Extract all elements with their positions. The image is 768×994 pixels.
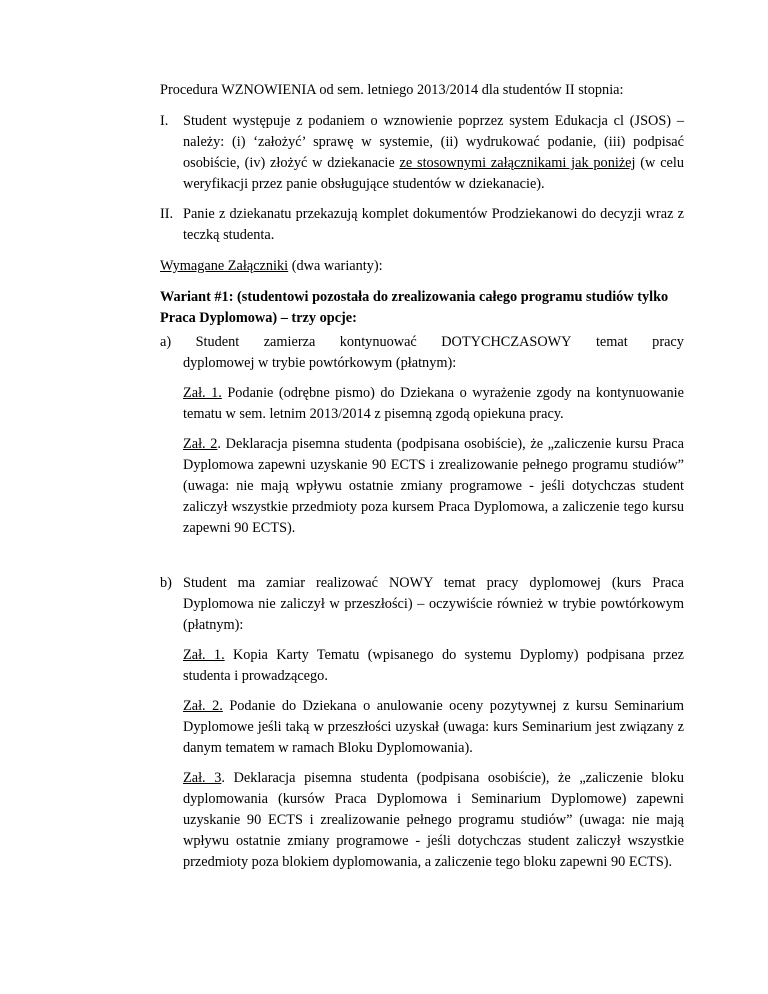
required-attachments-note: (dwa warianty): — [288, 258, 383, 274]
option-a-word: zamierza — [263, 334, 316, 350]
attachment-text: Kopia Karty Tematu (wpisanego do systemu Dyplomy) podpisana przez studenta i prowadzącego. — [183, 647, 684, 684]
option-a — [160, 332, 684, 539]
variant-1-heading: Wariant #1: (studentowi pozostała do zrealizowania całego programu studiów tylko Praca Dyplomowa) – trzy opcje: — [160, 289, 669, 326]
option-b-attachment-2 — [183, 696, 684, 759]
option-a-word: pracy — [652, 334, 684, 350]
option-a-continuation: dyplomowej w trybie powtórkowym (płatnym): — [183, 355, 457, 371]
step-text-part: Student występuje z podaniem o wznowienie poprzez system Edukacja cl (JSOS) – należy: (i) ‘założyć’ sprawę w systemie, (ii) wydrukować podanie, (iii) podpisać osobiście, (iv) złożyć w dziekanacie — [183, 113, 684, 171]
option-a-word: Student — [195, 334, 240, 350]
option-b-attachment-1 — [183, 645, 684, 687]
option-a-attachment-1 — [183, 383, 684, 425]
attachment-label: Zał. 1. — [183, 385, 222, 401]
attachment-label: Zał. 2. — [183, 698, 223, 714]
step-text-part: (w celu weryfikacji przez panie obsługujące studentów w dziekanacie). — [183, 155, 685, 192]
document-page — [160, 80, 684, 873]
attachment-text: Podanie (odrębne pismo) do Dziekana o wyrażenie zgody na kontynuowanie tematu w sem. letnim 2013/2014 z pisemną zgodą opiekuna pracy. — [183, 385, 684, 422]
option-b-text: Student ma zamiar realizować NOWY temat pracy dyplomowej (kurs Praca Dyplomowa nie zaliczył w przeszłości) – oczywiście również w trybie powtórkowym (płatnym): — [183, 575, 684, 633]
option-a-label: a) — [160, 334, 172, 350]
step-text: Panie z dziekanatu przekazują komplet dokumentów Prodziekanowi do decyzji wraz z teczką studenta. — [183, 206, 684, 243]
attachment-text: Podanie do Dziekana o anulowanie oceny pozytywnej z kursu Seminarium Dyplomowe jeśli taką w przeszłości uzyskał (uwaga: kurs Seminarium jest związany z danym tematem w ramach Bloku Dyplomowania). — [183, 698, 684, 756]
document-title: Procedura WZNOWIENIA od sem. letniego 2013/2014 dla studentów II stopnia: — [160, 82, 624, 98]
option-a-word: temat — [595, 334, 628, 350]
attachment-label: Zał. 1. — [183, 647, 225, 663]
attachment-label: Zał. 2 — [183, 436, 218, 452]
option-b — [160, 573, 684, 636]
option-a-word: DOTYCHCZASOWY — [441, 334, 572, 350]
step-text — [183, 113, 684, 192]
attachment-text: . Deklaracja pisemna studenta (podpisana osobiście), że „zaliczenie kursu Praca Dyplomowa zapewni uzyskanie 90 ECTS i zrealizowanie pełnego programu studiów” (uwaga: nie mają wpływu ostatnie zmiany programowe - jeśli dotychczas student zaliczył wszystkie przedmioty poza kursem Praca Dyplomowa, a zaliczenie tego kursu zapewni 90 ECTS). — [183, 436, 684, 536]
option-a-first-line — [160, 332, 684, 353]
step-number: I. — [160, 113, 169, 129]
attachments-underlined: ze stosownymi załącznikami jak poniżej — [399, 155, 636, 171]
attachment-text: . Deklaracja pisemna studenta (podpisana osobiście), że „zaliczenie bloku dyplomowania (kursów Praca Dyplomowa i Seminarium Dyplomowe) zapewni uzyskanie 90 ECTS i zrealizowanie pełnego programu studiów” (uwaga: nie mają wpływu ostatnie zmiany programowe - jeśli dotychczas student zaliczył wszystkie przedmioty poza blokiem dyplomowania, a zaliczenie tego bloku zapewni 90 ECTS). — [183, 770, 684, 870]
option-a-word: kontynuować — [339, 334, 417, 350]
option-b-label: b) — [160, 575, 172, 591]
option-a-attachment-2 — [183, 434, 684, 539]
procedure-step-2 — [160, 204, 684, 246]
step-number: II. — [160, 206, 174, 222]
attachment-label: Zał. 3 — [183, 770, 222, 786]
procedure-step-1 — [160, 111, 684, 195]
option-b-attachment-3 — [183, 768, 684, 873]
required-attachments-label: Wymagane Załączniki — [160, 258, 289, 274]
required-attachments-heading — [160, 256, 684, 277]
